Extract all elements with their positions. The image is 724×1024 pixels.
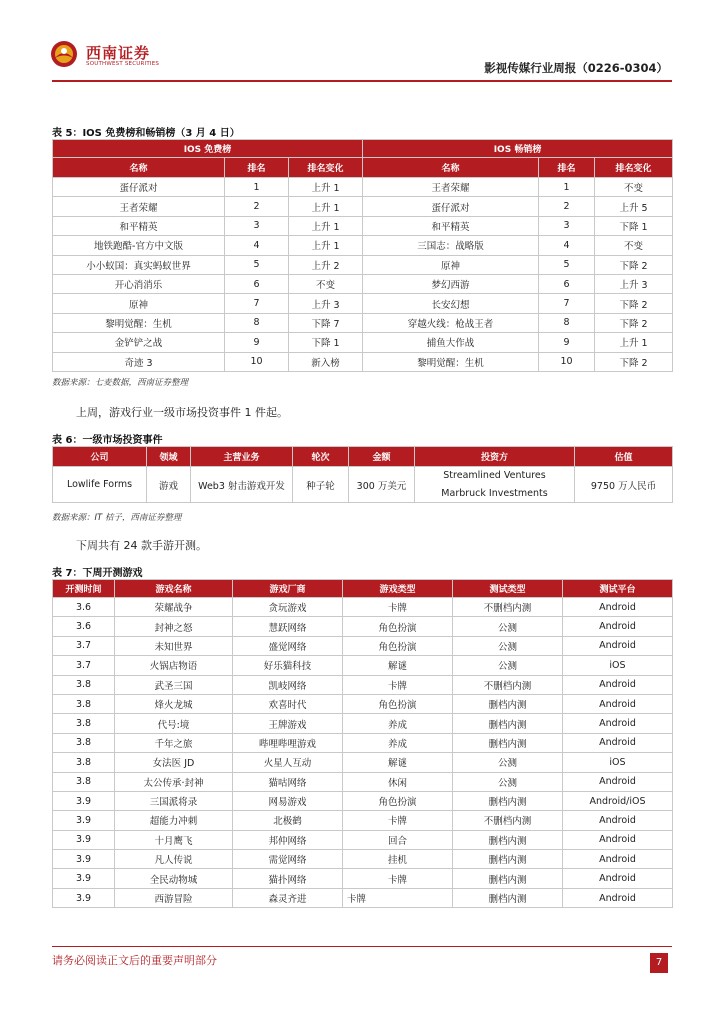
table-cell: 公测 xyxy=(453,753,563,772)
table-cell: 和平精英 xyxy=(53,216,225,235)
table6-caption: 表 6：一级市场投资事件 xyxy=(52,435,163,446)
table-cell: 7 xyxy=(539,294,595,313)
table-cell: 3.6 xyxy=(53,617,115,636)
table-cell: 卡牌 xyxy=(343,598,453,617)
table-cell: 3.6 xyxy=(53,598,115,617)
column-header: 金额 xyxy=(349,447,415,467)
table-cell: 新入榜 xyxy=(289,352,363,371)
table-cell: 3 xyxy=(539,216,595,235)
table-cell: Android xyxy=(563,714,673,733)
column-header: 领域 xyxy=(147,447,191,467)
table-cell: 凯岐网络 xyxy=(233,675,343,694)
table-row xyxy=(53,656,673,675)
table-cell: Android xyxy=(563,617,673,636)
table-cell: 休闲 xyxy=(343,772,453,791)
table-row xyxy=(53,714,673,733)
column-header: 游戏类型 xyxy=(343,580,453,598)
table-cell: Android xyxy=(563,675,673,694)
table-cell: 森灵齐进 xyxy=(233,888,343,907)
table-cell: 十月鹰飞 xyxy=(115,830,233,849)
table-cell: 开心消消乐 xyxy=(53,274,225,293)
table-cell: Android xyxy=(563,888,673,907)
table-cell: 上升 2 xyxy=(289,255,363,274)
column-header: 名称 xyxy=(363,158,539,178)
table-cell: 和平精英 xyxy=(363,216,539,235)
table-cell: 8 xyxy=(539,313,595,332)
table-cell: 3.9 xyxy=(53,811,115,830)
table-cell: 删档内测 xyxy=(453,694,563,713)
table-row xyxy=(53,255,673,274)
table-row xyxy=(53,753,673,772)
table-cell: Android xyxy=(563,869,673,888)
table-cell: 蛋仔派对 xyxy=(53,178,225,197)
table-row xyxy=(53,675,673,694)
ios-free-chart-header: IOS 免费榜 xyxy=(53,140,363,158)
column-header: 测试类型 xyxy=(453,580,563,598)
column-header: 投资方 xyxy=(415,447,575,467)
table-cell: 3.7 xyxy=(53,656,115,675)
table-cell: 北极鹤 xyxy=(233,811,343,830)
table-cell: 未知世界 xyxy=(115,636,233,655)
paragraph-investment-summary: 上周，游戏行业一级市场投资事件 1 件起。 xyxy=(76,406,288,419)
table-cell: 3.9 xyxy=(53,830,115,849)
table-cell: 地铁跑酷-官方中文版 xyxy=(53,236,225,255)
table-row xyxy=(53,869,673,888)
table-cell: 王者荣耀 xyxy=(363,178,539,197)
column-header: 排名 xyxy=(225,158,289,178)
table-cell: iOS xyxy=(563,753,673,772)
table-cell: iOS xyxy=(563,656,673,675)
table-cell: 10 xyxy=(225,352,289,371)
table-cell: 封神之怒 xyxy=(115,617,233,636)
table-row xyxy=(53,850,673,869)
table-cell: 荣耀战争 xyxy=(115,598,233,617)
table-cell: 不删档内测 xyxy=(453,811,563,830)
column-header: 排名变化 xyxy=(289,158,363,178)
table-cell: 3.8 xyxy=(53,772,115,791)
table-cell: 上升 1 xyxy=(289,216,363,235)
table-cell: 女法医 JD xyxy=(115,753,233,772)
table-cell: 王者荣耀 xyxy=(53,197,225,216)
table-cell: 5 xyxy=(539,255,595,274)
column-header: 公司 xyxy=(53,447,147,467)
table-cell: 梦幻西游 xyxy=(363,274,539,293)
table-cell: 3.8 xyxy=(53,753,115,772)
table-cell: 原神 xyxy=(53,294,225,313)
company-cell: Lowlife Forms xyxy=(53,467,147,503)
table-cell: 西游冒险 xyxy=(115,888,233,907)
report-title: 影视传媒行业周报（0226-0304） xyxy=(484,61,668,75)
table-cell: 不删档内测 xyxy=(453,675,563,694)
header-divider xyxy=(52,80,672,82)
table-row xyxy=(53,791,673,810)
table-cell: 三国派将录 xyxy=(115,791,233,810)
table-cell: 3.8 xyxy=(53,733,115,752)
table-cell: 2 xyxy=(225,197,289,216)
table-cell: 猫咕网络 xyxy=(233,772,343,791)
table-cell: 6 xyxy=(539,274,595,293)
table-cell: 上升 1 xyxy=(289,178,363,197)
table-cell: 火星人互动 xyxy=(233,753,343,772)
table-cell: 7 xyxy=(225,294,289,313)
investor-cell: Streamlined Ventures xyxy=(415,467,575,485)
table-cell: 公测 xyxy=(453,636,563,655)
table-cell: 上升 1 xyxy=(289,236,363,255)
table-cell: 代号:境 xyxy=(115,714,233,733)
table-cell: 上升 5 xyxy=(595,197,673,216)
table-cell: 角色扮演 xyxy=(343,636,453,655)
table-cell: 回合 xyxy=(343,830,453,849)
table-cell: 火锅店物语 xyxy=(115,656,233,675)
table-cell: 捕鱼大作战 xyxy=(363,333,539,352)
table-cell: 3.8 xyxy=(53,694,115,713)
table-cell: 需觉网络 xyxy=(233,850,343,869)
table-cell: 删档内测 xyxy=(453,830,563,849)
table-cell: 下降 2 xyxy=(595,313,673,332)
column-header: 开测时间 xyxy=(53,580,115,598)
table-cell: 不变 xyxy=(595,236,673,255)
table-cell: 3.9 xyxy=(53,791,115,810)
round-cell: 种子轮 xyxy=(293,467,349,503)
table-cell: 3 xyxy=(225,216,289,235)
table-cell: 9 xyxy=(539,333,595,352)
table-row xyxy=(53,733,673,752)
ios-grossing-chart-header: IOS 畅销榜 xyxy=(363,140,673,158)
ios-ranking-table xyxy=(52,139,673,372)
table5-source-note: 数据来源：七麦数据，西南证券整理 xyxy=(52,378,189,388)
table-row xyxy=(53,216,673,235)
table-cell: 公测 xyxy=(453,617,563,636)
table-cell: 凡人传说 xyxy=(115,850,233,869)
table-cell: 3.9 xyxy=(53,850,115,869)
table-cell: 解谜 xyxy=(343,753,453,772)
investment-event-table xyxy=(52,446,673,503)
business-cell: Web3 射击游戏开发 xyxy=(191,467,293,503)
table6-source-note: 数据来源：IT 桔子，西南证券整理 xyxy=(52,513,182,523)
table-cell: 下降 2 xyxy=(595,352,673,371)
table-cell: 养成 xyxy=(343,714,453,733)
table-cell: 5 xyxy=(225,255,289,274)
amount-cell: 300 万美元 xyxy=(349,467,415,503)
column-header: 名称 xyxy=(53,158,225,178)
table-row xyxy=(53,313,673,332)
valuation-cell: 9750 万人民币 xyxy=(575,467,673,503)
table-cell: 10 xyxy=(539,352,595,371)
table-cell: 删档内测 xyxy=(453,791,563,810)
table-cell: 超能力冲刺 xyxy=(115,811,233,830)
table-cell: 原神 xyxy=(363,255,539,274)
table-cell: 4 xyxy=(225,236,289,255)
upcoming-game-tests-table xyxy=(52,579,673,908)
table-cell: 三国志：战略版 xyxy=(363,236,539,255)
table-cell: Android xyxy=(563,850,673,869)
table-cell: 小小蚁国：真实蚂蚁世界 xyxy=(53,255,225,274)
table-cell: 王牌游戏 xyxy=(233,714,343,733)
table-cell: 穿越火线：枪战王者 xyxy=(363,313,539,332)
table-row xyxy=(53,694,673,713)
table-cell: 3.9 xyxy=(53,869,115,888)
table-cell: 挂机 xyxy=(343,850,453,869)
table-row xyxy=(53,294,673,313)
table-cell: 上升 3 xyxy=(595,274,673,293)
table-cell: Android xyxy=(563,811,673,830)
table-cell: 卡牌 xyxy=(343,888,453,907)
table-row xyxy=(53,274,673,293)
table-cell: 长安幻想 xyxy=(363,294,539,313)
table5-caption: 表 5：IOS 免费榜和畅销榜（3 月 4 日） xyxy=(52,128,240,139)
table-cell: 公测 xyxy=(453,772,563,791)
table-cell: 网易游戏 xyxy=(233,791,343,810)
table-cell: 金铲铲之战 xyxy=(53,333,225,352)
table-cell: Android xyxy=(563,772,673,791)
table-row xyxy=(53,333,673,352)
table-cell: 下降 2 xyxy=(595,294,673,313)
table-cell: 3.7 xyxy=(53,636,115,655)
table-cell: 删档内测 xyxy=(453,850,563,869)
table-row xyxy=(53,772,673,791)
table-cell: 删档内测 xyxy=(453,733,563,752)
company-logo xyxy=(50,40,170,76)
table-cell: 9 xyxy=(225,333,289,352)
table-cell: 不变 xyxy=(595,178,673,197)
logo-brand-en: SOUTHWEST SECURITIES xyxy=(86,61,160,67)
column-header: 游戏名称 xyxy=(115,580,233,598)
table-cell: 解谜 xyxy=(343,656,453,675)
table-cell: 卡牌 xyxy=(343,869,453,888)
table-cell: Android/iOS xyxy=(563,791,673,810)
logo-icon xyxy=(50,40,78,68)
table-cell: 盛觉网络 xyxy=(233,636,343,655)
table-cell: 下降 1 xyxy=(595,216,673,235)
table-cell: 奇迹 3 xyxy=(53,352,225,371)
table-cell: 1 xyxy=(225,178,289,197)
table7-caption: 表 7：下周开测游戏 xyxy=(52,568,143,579)
column-header: 估值 xyxy=(575,447,673,467)
column-header: 排名 xyxy=(539,158,595,178)
footer-divider xyxy=(52,946,672,947)
table-cell: Android xyxy=(563,636,673,655)
table-cell: 6 xyxy=(225,274,289,293)
table-cell: 黎明觉醒：生机 xyxy=(363,352,539,371)
page-number: 7 xyxy=(650,953,668,973)
table-cell: Android xyxy=(563,733,673,752)
table-cell: 下降 7 xyxy=(289,313,363,332)
table-cell: 删档内测 xyxy=(453,869,563,888)
table-row xyxy=(53,617,673,636)
paragraph-upcoming-tests: 下周共有 24 款手游开测。 xyxy=(76,539,207,552)
logo-brand-cn: 西南证券 xyxy=(86,44,151,62)
table-cell: 太公传承·封神 xyxy=(115,772,233,791)
table-cell: 黎明觉醒：生机 xyxy=(53,313,225,332)
table-cell: 角色扮演 xyxy=(343,791,453,810)
column-header: 测试平台 xyxy=(563,580,673,598)
table-cell: 卡牌 xyxy=(343,811,453,830)
table-cell: 上升 1 xyxy=(595,333,673,352)
table-cell: 邦仲网络 xyxy=(233,830,343,849)
table-row xyxy=(53,178,673,197)
column-header: 排名变化 xyxy=(595,158,673,178)
table-cell: 公测 xyxy=(453,656,563,675)
column-header: 轮次 xyxy=(293,447,349,467)
table-cell: 贪玩游戏 xyxy=(233,598,343,617)
table-cell: 2 xyxy=(539,197,595,216)
table-cell: 猫扑网络 xyxy=(233,869,343,888)
footer-disclaimer: 请务必阅读正文后的重要声明部分 xyxy=(52,954,217,967)
table-cell: Android xyxy=(563,830,673,849)
page-header xyxy=(0,0,724,84)
table-cell: 8 xyxy=(225,313,289,332)
table-row xyxy=(53,636,673,655)
table-cell: 删档内测 xyxy=(453,714,563,733)
table-cell: 蛋仔派对 xyxy=(363,197,539,216)
table-cell: 不变 xyxy=(289,274,363,293)
table-cell: 好乐猫科技 xyxy=(233,656,343,675)
table-cell: 下降 2 xyxy=(595,255,673,274)
table-cell: 角色扮演 xyxy=(343,617,453,636)
table-cell: 武圣三国 xyxy=(115,675,233,694)
table-cell: 4 xyxy=(539,236,595,255)
table-cell: 卡牌 xyxy=(343,675,453,694)
field-cell: 游戏 xyxy=(147,467,191,503)
table-row xyxy=(53,197,673,216)
table-row xyxy=(53,467,673,485)
column-header: 主营业务 xyxy=(191,447,293,467)
investor-cell: Marbruck Investments xyxy=(415,485,575,503)
column-header: 游戏厂商 xyxy=(233,580,343,598)
table-row xyxy=(53,830,673,849)
table-cell: 3.9 xyxy=(53,888,115,907)
table-row xyxy=(53,352,673,371)
table-cell: 欢喜时代 xyxy=(233,694,343,713)
table-cell: Android xyxy=(563,694,673,713)
table-cell: 全民动物城 xyxy=(115,869,233,888)
table-cell: 烽火龙城 xyxy=(115,694,233,713)
table-cell: 1 xyxy=(539,178,595,197)
table-cell: 下降 1 xyxy=(289,333,363,352)
table-cell: 3.8 xyxy=(53,675,115,694)
table-row xyxy=(53,598,673,617)
table-cell: 上升 1 xyxy=(289,197,363,216)
table-cell: 养成 xyxy=(343,733,453,752)
table-cell: 慧跃网络 xyxy=(233,617,343,636)
table-cell: 上升 3 xyxy=(289,294,363,313)
table-row xyxy=(53,236,673,255)
table-row xyxy=(53,811,673,830)
table-cell: 3.8 xyxy=(53,714,115,733)
table-cell: 哔哩哔哩游戏 xyxy=(233,733,343,752)
table-cell: 删档内测 xyxy=(453,888,563,907)
table-cell: Android xyxy=(563,598,673,617)
table-cell: 千年之旅 xyxy=(115,733,233,752)
table-cell: 不删档内测 xyxy=(453,598,563,617)
table-row xyxy=(53,888,673,907)
table-cell: 角色扮演 xyxy=(343,694,453,713)
